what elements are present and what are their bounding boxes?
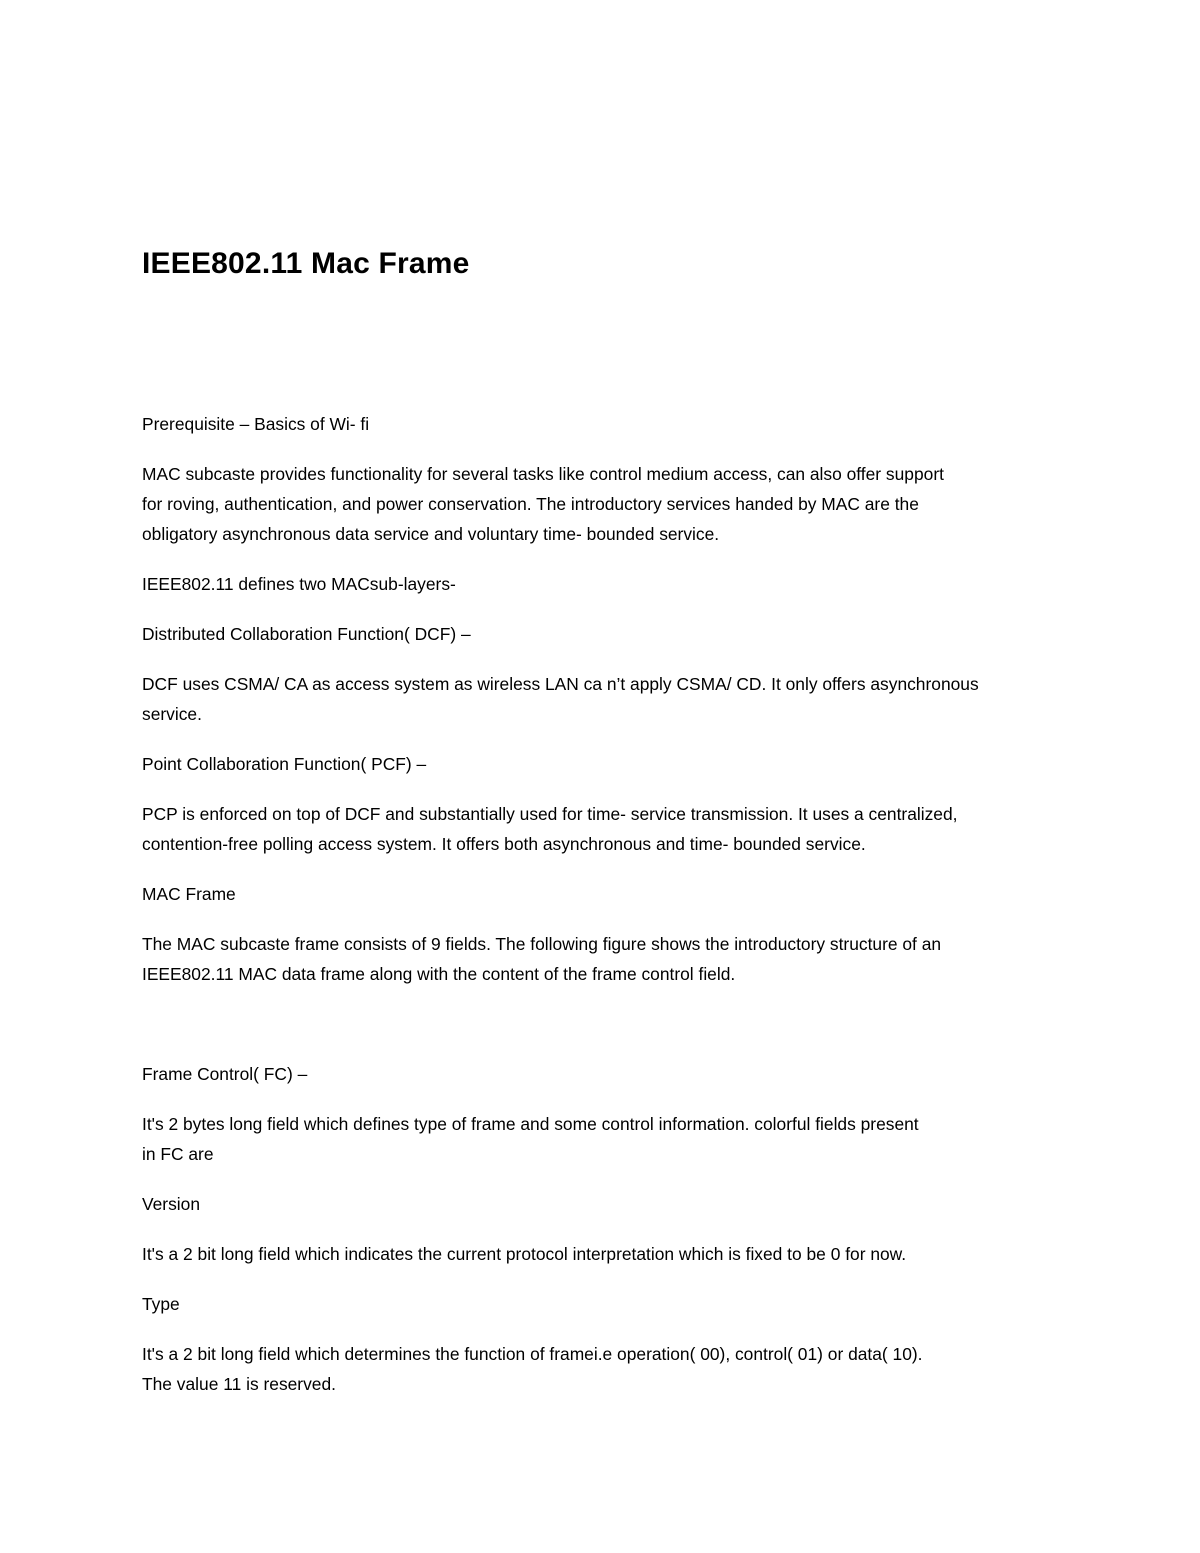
mac-frame-text-line-2: IEEE802.11 MAC data frame along with the content of the frame control field.	[142, 964, 736, 984]
type-heading: Type	[142, 1294, 180, 1314]
pcf-text-line-1: PCP is enforced on top of DCF and substantially used for time- service transmission. It uses a centralized,	[142, 804, 958, 824]
pcf-heading: Point Collaboration Function( PCF) –	[142, 754, 427, 774]
version-text: It's a 2 bit long field which indicates the current protocol interpretation which is fixed to be 0 for now.	[142, 1244, 907, 1264]
mac-frame-text-line-1: The MAC subcaste frame consists of 9 fields. The following figure shows the introductory structure of an	[142, 934, 942, 954]
dcf-heading: Distributed Collaboration Function( DCF) –	[142, 624, 471, 644]
mac-intro-line-3: obligatory asynchronous data service and voluntary time- bounded service.	[142, 524, 720, 544]
type-text-line-2: The value 11 is reserved.	[142, 1374, 336, 1394]
version-heading: Version	[142, 1194, 201, 1214]
mac-intro-line-1: MAC subcaste provides functionality for several tasks like control medium access, can also offer support	[142, 464, 944, 484]
sublayers-text: IEEE802.11 defines two MACsub-layers-	[142, 574, 456, 594]
dcf-text-line-1: DCF uses CSMA/ CA as access system as wireless LAN ca n’t apply CSMA/ CD. It only offers asynchronous	[142, 674, 979, 694]
type-text-line-1: It's a 2 bit long field which determines the function of framei.e operation( 00), control( 01) or data( 10).	[142, 1344, 923, 1364]
frame-control-text-line-1: It's 2 bytes long field which defines type of frame and some control information. colorful fields present	[142, 1114, 919, 1134]
pcf-text-line-2: contention-free polling access system. It offers both asynchronous and time- bounded service.	[142, 834, 866, 854]
dcf-text-line-2: service.	[142, 704, 202, 724]
frame-control-text-line-2: in FC are	[142, 1144, 214, 1164]
prerequisite-text: Prerequisite – Basics of Wi- fi	[142, 414, 370, 434]
mac-intro-line-2: for roving, authentication, and power conservation. The introductory services handed by MAC are the	[142, 494, 919, 514]
document-title: IEEE802.11 Mac Frame	[142, 247, 470, 280]
frame-control-heading: Frame Control( FC) –	[142, 1064, 308, 1084]
mac-frame-heading: MAC Frame	[142, 884, 236, 904]
